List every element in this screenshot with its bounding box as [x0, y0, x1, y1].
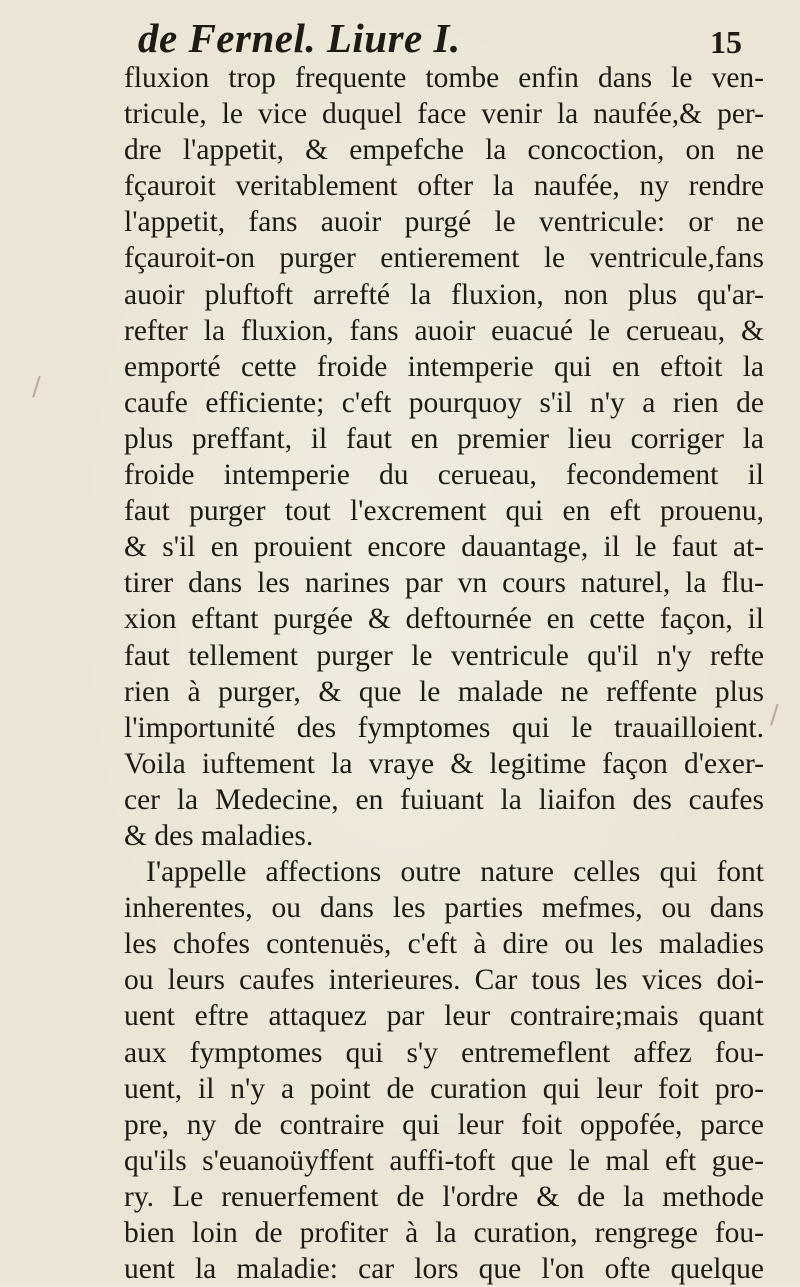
text-line: les chofes contenuës, c'eft à dire ou les maladies	[124, 928, 764, 961]
text-line: bien loin de profiter à la curation, rengrege fou-	[124, 1217, 764, 1249]
margin-mark: ∕	[32, 372, 41, 402]
text-line: faut purger tout l'excrement qui en eft prouenu,	[124, 495, 764, 528]
text-line: auoir pluftoft arrefté la fluxion, non plus qu'ar-	[124, 278, 764, 311]
text-line: ou leurs caufes interieures. Car tous les vices doi-	[124, 964, 764, 997]
paragraph-first-line: I'appelle affections outre nature celles qui font	[146, 856, 764, 889]
margin-mark: ∕	[770, 700, 779, 730]
text-line: dre l'appetit, & empefche la concoction, on ne	[124, 134, 764, 167]
text-line: plus preffant, il faut en premier lieu corriger la	[124, 422, 764, 455]
text-line: refter la fluxion, fans auoir euacué le cerueau, &	[124, 314, 764, 347]
text-line: emporté cette froide intemperie qui en eftoit la	[124, 350, 764, 383]
text-line: uent la maladie: car lors que l'on ofte quelque	[124, 1253, 764, 1286]
text-line: xion eftant purgée & deftournée en cette façon, il	[124, 603, 764, 636]
text-line: & des maladies.	[124, 819, 314, 852]
text-line: tricule, le vice duquel face venir la naufée,& per-	[124, 98, 764, 131]
text-line: fluxion trop frequente tombe enfin dans le ven-	[124, 62, 764, 94]
text-line: uent eftre attaquez par leur contraire;mais quant	[124, 1000, 764, 1033]
text-line: fçauroit veritablement ofter la naufée, ny rendre	[124, 170, 764, 203]
text-line: rien à purger, & que le malade ne reffente plus	[124, 675, 764, 708]
text-line: & s'il en prouient encore dauantage, il le faut at-	[124, 531, 764, 564]
text-line: cer la Medecine, en fuiuant la liaifon des caufes	[124, 783, 764, 816]
text-line: froide intemperie du cerueau, fecondement il	[124, 459, 764, 492]
text-line: l'appetit, fans auoir purgé le ventricule: or ne	[124, 206, 764, 239]
text-line: uent, il n'y a point de curation qui leur foit pro-	[124, 1072, 764, 1105]
text-line: caufe efficiente; c'eft pourquoy s'il n'y a rien de	[124, 386, 764, 419]
text-line: qu'ils s'euanoüyffent auffi-toft que le mal eft gue-	[124, 1144, 764, 1177]
text-line: faut tellement purger le ventricule qu'il n'y refte	[124, 639, 764, 672]
text-line: l'importunité des fymptomes qui le trauailloient.	[124, 711, 764, 744]
text-line: inherentes, ou dans les parties mefmes, ou dans	[124, 892, 764, 925]
text-line: aux fymptomes qui s'y entremeflent affez fou-	[124, 1036, 764, 1069]
text-line: ry. Le renuerfement de l'ordre & de la methode	[124, 1180, 764, 1213]
text-line: Voila iuftement la vraye & legitime façon d'exer-	[124, 747, 764, 780]
page-number: 15	[710, 24, 742, 60]
body-text	[124, 60, 764, 1287]
running-title: de Fernel. Liure I.	[138, 15, 461, 61]
text-line: pre, ny de contraire qui leur foit oppofée, parce	[124, 1108, 764, 1141]
text-line: tirer dans les narines par vn cours naturel, la flu-	[124, 567, 764, 600]
text-line: fçauroit-on purger entierement le ventricule,fans	[124, 242, 764, 275]
